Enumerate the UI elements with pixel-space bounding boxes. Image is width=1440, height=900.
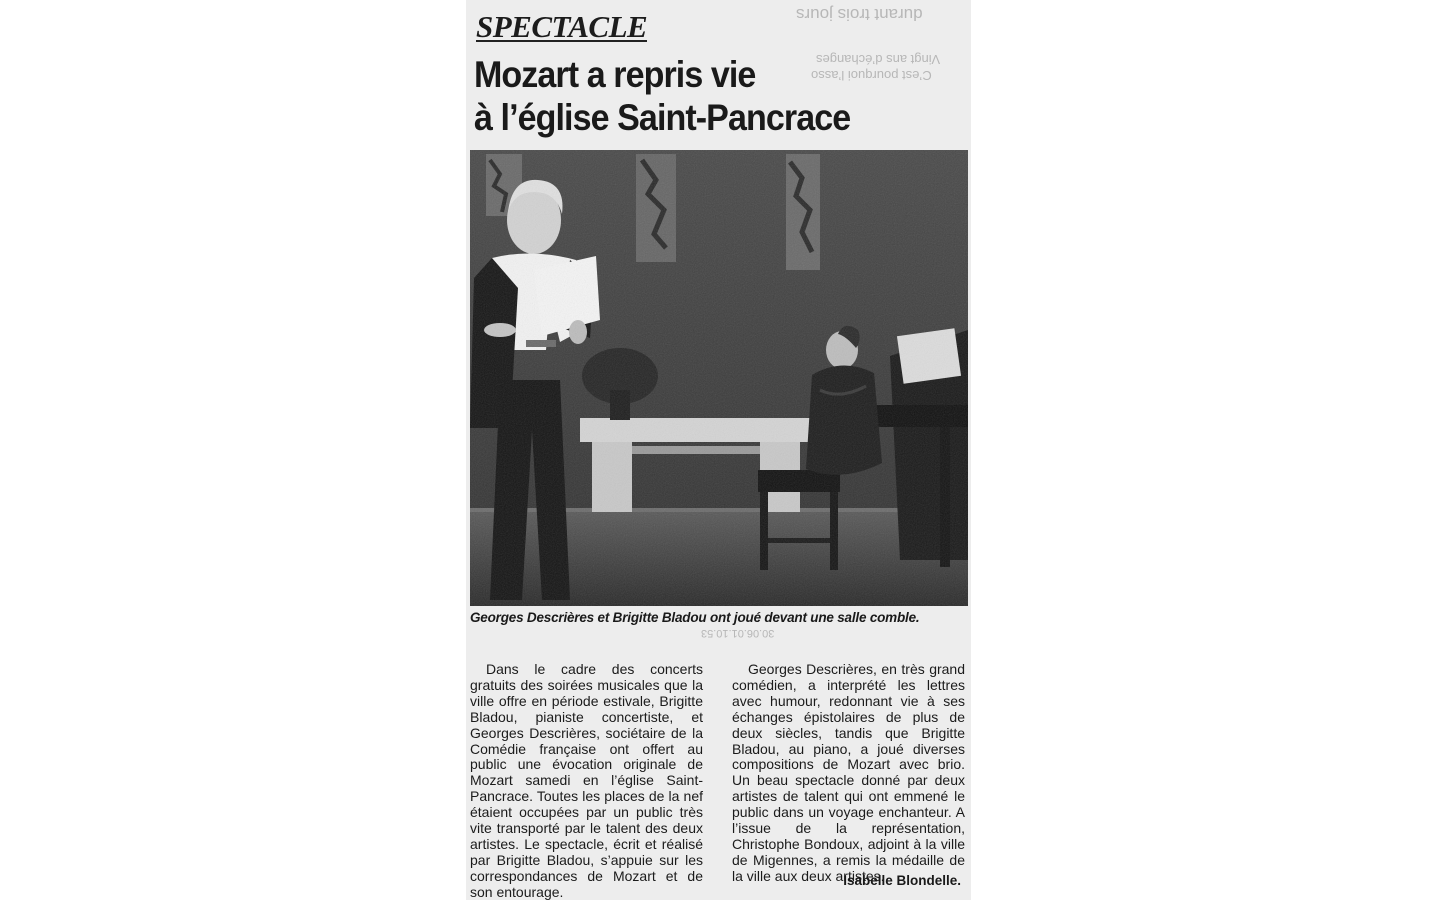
byline: Isabelle Blondelle. (843, 873, 961, 888)
bleed-through-text: 30.06.01.10.53 (701, 627, 775, 639)
body-paragraph-2: Georges Descrières, en très grand comédien, a interprété les lettres avec humour, redonnant vie à ses échanges épistolaires de plus de deux siècles, tandis que Brigitte Bladou, au piano, a joué diverses compositions de Mozart avec brio. Un beau spectacle donné par deux artistes de talent qui ont emmené le public dans un voyage enchanteur. A l’issue de la représentation, Christophe Bondoux, adjoint à la ville de Migennes, a remis la médaille de la ville aux deux artistes. (732, 661, 965, 884)
bleed-through-text: durant trois jours (796, 5, 923, 24)
article-photo (470, 150, 968, 606)
headline (474, 53, 927, 139)
newspaper-clipping (466, 0, 971, 900)
body-paragraph-1: Dans le cadre des concerts gratuits des soirées musicales que la ville offre en période estivale, Brigitte Bladou, pianiste concertiste, et Georges Descrières, sociétaire de la Comédie française ont offert au public une évocation originale de Mozart samedi en l’église Saint-Pancrace. Toutes les places de la nef étaient occupées par un public très vite transporté par le talent des deux artistes. Le spectacle, écrit et réalisé par Brigitte Bladou, s’appuie sur les correspondances de Mozart et de son entourage. (470, 661, 703, 900)
headline-line-1: Mozart a repris vie (474, 54, 756, 95)
bleed-through-text: Vingt ans d’échanges (816, 52, 941, 67)
article-body (470, 648, 965, 900)
photo-caption: Georges Descrières et Brigitte Bladou ont joué devant une salle comble. (470, 610, 920, 625)
headline-line-2: à l’église Saint-Pancrace (474, 97, 851, 138)
section-label: SPECTACLE (476, 9, 648, 44)
bleed-through-text: C’est pourquoi l’asso (811, 68, 932, 83)
